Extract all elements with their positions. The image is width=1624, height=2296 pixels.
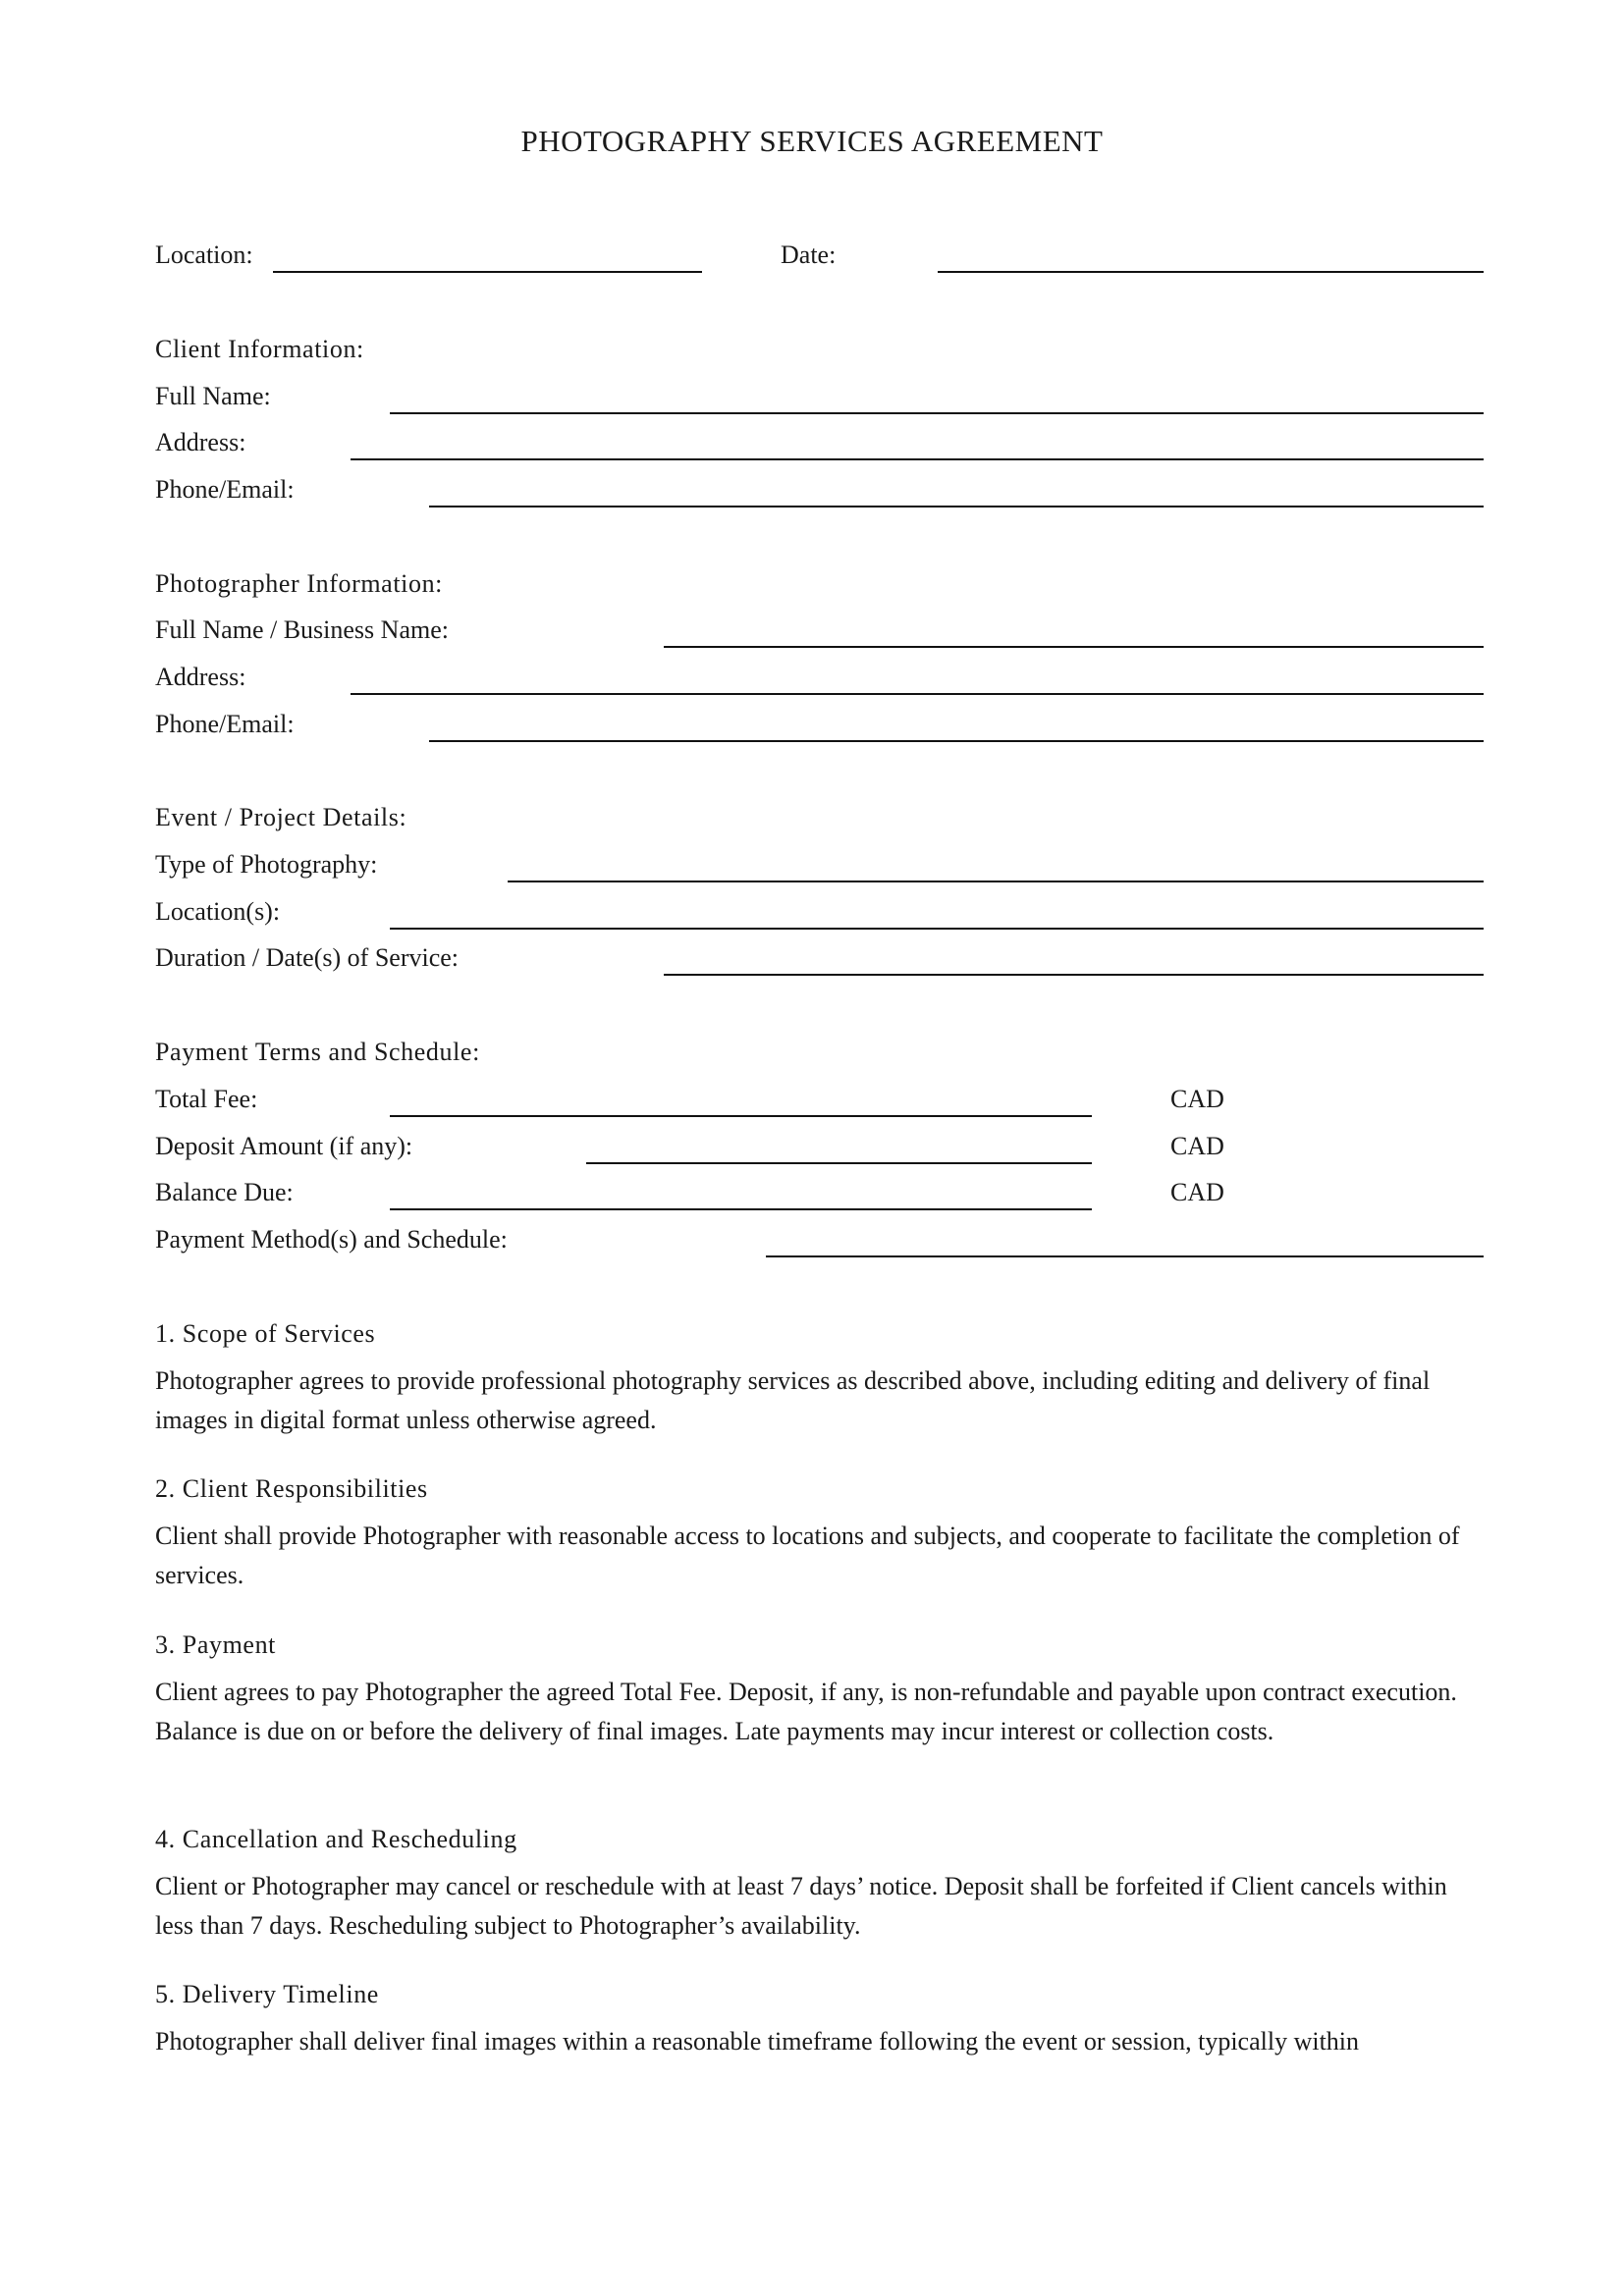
payment-method-label: Payment Method(s) and Schedule: (155, 1225, 508, 1254)
photographer-name-field[interactable] (664, 646, 1484, 648)
location-label: Location: (155, 240, 253, 269)
payment-terms-heading: Payment Terms and Schedule: (155, 1038, 480, 1066)
client-full-name-field[interactable] (390, 412, 1484, 414)
photographer-info-heading: Photographer Information: (155, 569, 443, 598)
date-field[interactable] (938, 271, 1484, 273)
section-1-heading: 1. Scope of Services (155, 1319, 376, 1348)
payment-method-field[interactable] (766, 1255, 1484, 1257)
balance-due-field[interactable] (390, 1208, 1092, 1210)
service-duration-label: Duration / Date(s) of Service: (155, 943, 460, 972)
event-locations-label: Location(s): (155, 897, 281, 926)
deposit-currency: CAD (1170, 1132, 1224, 1160)
client-phone-email-field[interactable] (429, 506, 1484, 507)
total-fee-currency: CAD (1170, 1085, 1224, 1113)
document-title: PHOTOGRAPHY SERVICES AGREEMENT (520, 124, 1104, 158)
section-2-body: Client shall provide Photographer with reasonable access to locations and subjects, and cooperate to facilitate the completion of services. (155, 1522, 1460, 1589)
section-3-body: Client agrees to pay Photographer the agreed Total Fee. Deposit, if any, is non-refundable and payable upon contract execution. Balance is due on or before the delivery of final images. Late payments may incur interest or collection costs. (155, 1678, 1457, 1745)
photography-type-field[interactable] (508, 881, 1484, 882)
photographer-name-label: Full Name / Business Name: (155, 615, 449, 644)
photographer-phone-email-label: Phone/Email: (155, 710, 295, 738)
service-duration-field[interactable] (664, 974, 1484, 976)
client-address-label: Address: (155, 428, 246, 456)
photographer-address-field[interactable] (351, 693, 1484, 695)
date-label: Date: (781, 240, 837, 269)
deposit-amount-field[interactable] (586, 1162, 1092, 1164)
photographer-address-label: Address: (155, 663, 246, 691)
section-4-body: Client or Photographer may cancel or reschedule with at least 7 days’ notice. Deposit shall be forfeited if Client cancels within less than 7 days. Rescheduling subject to Photographer’s availability. (155, 1872, 1447, 1940)
client-full-name-label: Full Name: (155, 382, 271, 410)
client-address-field[interactable] (351, 458, 1484, 460)
section-5-body: Photographer shall deliver final images within a reasonable timeframe following the event or session, typically within (155, 2027, 1360, 2056)
location-field[interactable] (273, 271, 702, 273)
event-details-heading: Event / Project Details: (155, 803, 407, 831)
section-5-heading: 5. Delivery Timeline (155, 1980, 379, 2008)
total-fee-label: Total Fee: (155, 1085, 258, 1113)
section-4-heading: 4. Cancellation and Rescheduling (155, 1825, 517, 1853)
client-info-heading: Client Information: (155, 335, 364, 363)
photographer-phone-email-field[interactable] (429, 740, 1484, 742)
deposit-amount-label: Deposit Amount (if any): (155, 1132, 413, 1160)
photography-type-label: Type of Photography: (155, 850, 378, 879)
event-locations-field[interactable] (390, 928, 1484, 930)
section-3-heading: 3. Payment (155, 1630, 276, 1659)
balance-due-label: Balance Due: (155, 1178, 294, 1206)
total-fee-field[interactable] (390, 1115, 1092, 1117)
section-2-heading: 2. Client Responsibilities (155, 1474, 428, 1503)
balance-currency: CAD (1170, 1178, 1224, 1206)
client-phone-email-label: Phone/Email: (155, 475, 295, 504)
section-1-body: Photographer agrees to provide professional photography services as described above, including editing and delivery of final images in digital format unless otherwise agreed. (155, 1366, 1431, 1434)
